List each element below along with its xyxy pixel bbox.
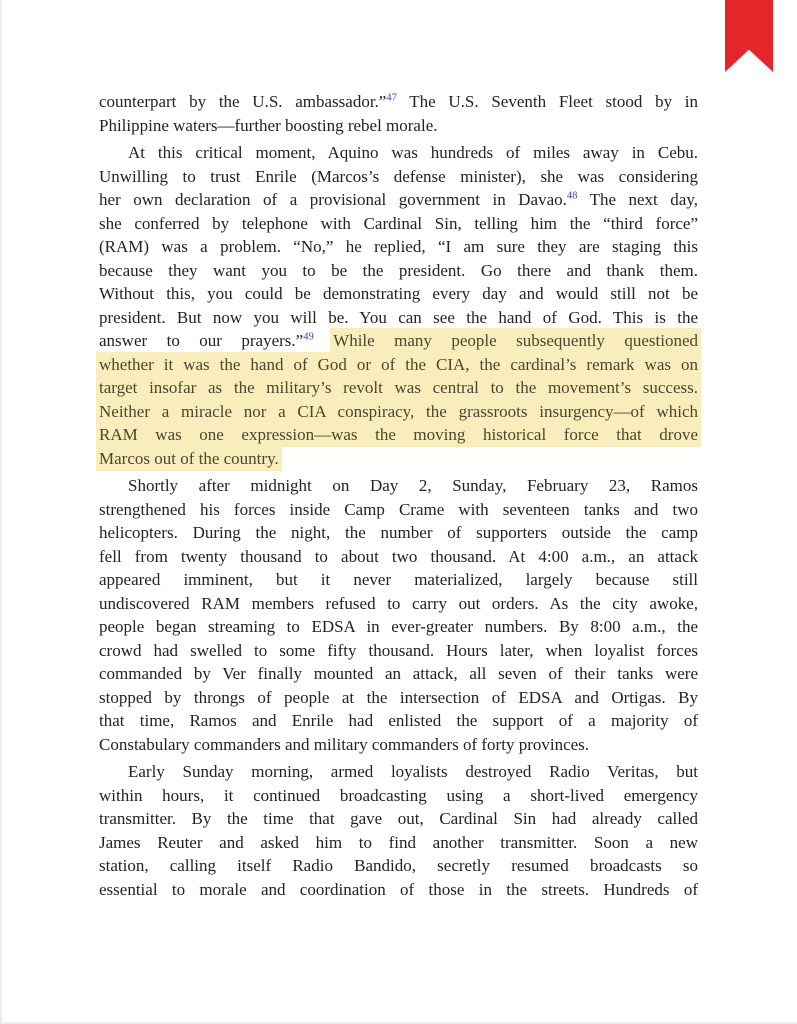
footnote-ref[interactable]: 49 (303, 331, 314, 343)
text-segment: within hours, it continued broadcasting using a short-lived emergency (99, 785, 698, 805)
text-segment: At this critical moment, Aquino was hundreds of miles away in Cebu. (128, 143, 698, 162)
text-segment: undiscovered RAM members refused to carry out orders. As the city awoke, (99, 593, 698, 613)
text-line (99, 447, 698, 471)
text-line (99, 615, 698, 639)
text-line (99, 353, 698, 377)
page-left-edge (0, 0, 2, 1024)
text-line (99, 831, 698, 855)
text-line (99, 282, 698, 306)
text-segment: station, calling itself Radio Bandido, secretly resumed broadcasts so (99, 856, 698, 875)
text-line (99, 376, 698, 400)
text-segment: crowd had swelled to some fifty thousand. Hours later, when loyalist forces (99, 640, 698, 660)
text-line (99, 423, 698, 447)
text-segment: people began streaming to EDSA in ever-greater numbers. By 8:00 a.m., the (99, 617, 698, 636)
text-line (99, 807, 698, 831)
text-segment: transmitter. By the time that gave out, Cardinal Sin had already called (99, 809, 698, 828)
text-line (99, 259, 698, 283)
text-line (99, 878, 698, 902)
text-segment: James Reuter and asked him to find another transmitter. Soon a new (99, 832, 698, 852)
text-line (99, 235, 698, 259)
text-line (99, 306, 698, 330)
text-segment: The U.S. Seventh Fleet stood by in (396, 92, 698, 111)
text-line (99, 114, 698, 138)
text-line (99, 90, 698, 114)
bookmark-ribbon-icon[interactable] (725, 0, 773, 72)
text-line (99, 165, 698, 189)
text-segment: Constabulary commanders and military commanders of forty provinces. (99, 734, 590, 754)
text-line (99, 474, 698, 498)
text-line (99, 400, 698, 424)
text-segment: she conferred by telephone with Cardinal Sin, telling him the “third force” (99, 213, 698, 233)
text-segment: commanded by Ver finally mounted an attack, all seven of their tanks were (99, 664, 698, 683)
highlighted-text[interactable]: whether it was the hand of God or of the CIA, the cardinal’s remark was on (96, 352, 701, 377)
text-segment: Philippine waters—further boosting rebel morale. (99, 115, 438, 135)
text-segment: (RAM) was a problem. “No,” he replied, “I am sure they are staging this (99, 237, 698, 256)
highlighted-text[interactable]: Neither a miracle nor a CIA conspiracy, the grassroots insurgency—of which (96, 399, 701, 424)
text-line (99, 329, 698, 353)
text-segment: that time, Ramos and Enrile had enlisted the support of a majority of (99, 711, 698, 730)
text-line (99, 760, 698, 784)
page-text (99, 90, 698, 901)
text-line (99, 686, 698, 710)
text-segment: answer to our prayers.” (99, 331, 304, 350)
text-segment: essential to morale and coordination of those in the streets. Hundreds of (99, 879, 698, 899)
text-line (99, 568, 698, 592)
text-segment: counterpart by the U.S. ambassador.” (99, 92, 387, 111)
text-segment: Unwilling to trust Enrile (Marcos’s defense minister), she was considering (99, 166, 698, 186)
text-line (99, 141, 698, 165)
text-segment: helicopters. During the night, the number of supporters outside the camp (99, 523, 698, 542)
highlighted-text[interactable]: RAM was one expression—was the moving historical force that drove (96, 422, 701, 447)
text-line (99, 709, 698, 733)
text-line (99, 498, 698, 522)
text-line (99, 639, 698, 663)
text-segment: Shortly after midnight on Day 2, Sunday, February 23, Ramos (128, 476, 698, 495)
text-segment: stopped by throngs of people at the intersection of EDSA and Ortigas. By (99, 687, 698, 707)
text-segment: Without this, you could be demonstrating every day and would still not be (99, 284, 698, 303)
text-line (99, 784, 698, 808)
text-line (99, 212, 698, 236)
text-line (99, 854, 698, 878)
text-segment: fell from twenty thousand to about two thousand. At 4:00 a.m., an attack (99, 546, 698, 566)
highlighted-text[interactable]: Marcos out of the country. (96, 446, 282, 471)
text-line (99, 592, 698, 616)
text-segment: her own declaration of a provisional government in Davao. (99, 190, 567, 209)
footnote-ref[interactable]: 48 (566, 190, 578, 202)
text-line (99, 545, 698, 569)
text-line (99, 733, 698, 757)
text-line (99, 521, 698, 545)
text-line (99, 662, 698, 686)
text-segment: strengthened his forces inside Camp Crame with seventeen tanks and two (99, 499, 698, 519)
text-line (99, 188, 698, 212)
highlighted-text[interactable]: While many people subsequently questioned (330, 328, 701, 353)
text-segment: The next day, (577, 190, 698, 209)
text-segment: appeared imminent, but it never materialized, largely because still (99, 570, 698, 589)
text-segment: president. But now you will be. You can see the hand of God. This is the (99, 307, 698, 327)
footnote-ref[interactable]: 47 (386, 92, 397, 104)
text-segment: because they want you to be the president. Go there and thank them. (99, 260, 698, 280)
highlighted-text[interactable]: target insofar as the military’s revolt was central to the movement’s success. (96, 375, 701, 400)
text-segment: Early Sunday morning, armed loyalists destroyed Radio Veritas, but (128, 762, 698, 781)
